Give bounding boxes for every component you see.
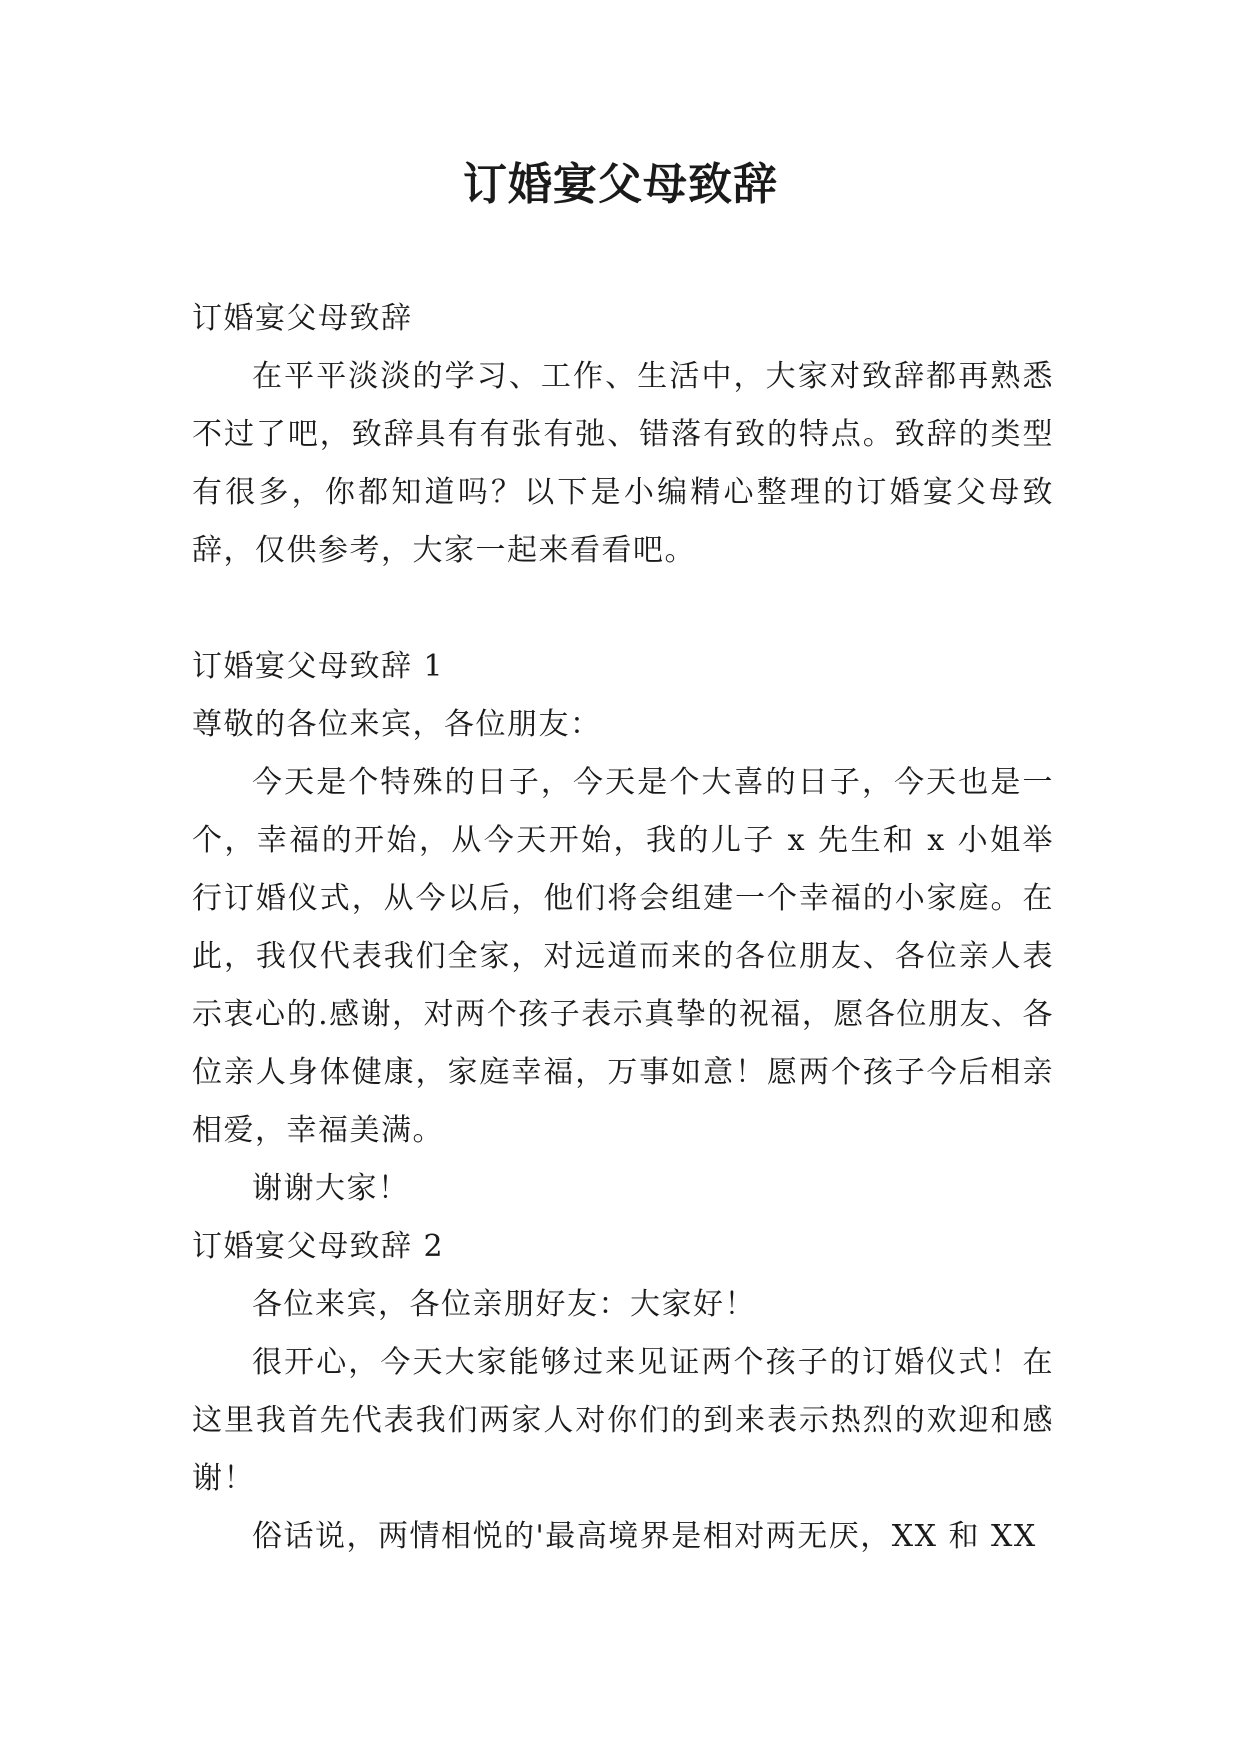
body-paragraph: 今天是个特殊的日子，今天是个大喜的日子，今天也是一个，幸福的开始，从今天开始，我的儿子 x 先生和 x 小姐举行订婚仪式，从今以后，他们将会组建一个幸福的小家庭。在此，我仅代表我们全家，对远道而来的各位朋友、各位亲人表示衷心的.感谢，对两个孩子表示真挚的祝福，愿各位朋友、各位亲人身体健康，家庭幸福，万事如意！愿两个孩子今后相亲相爱，幸福美满。 <box>192 765 1054 1148</box>
section-heading: 订婚宴父母致辞 1 <box>192 649 445 684</box>
body-paragraph: 俗话说，两情相悦的'最高境界是相对两无厌，XX 和 XX <box>252 1519 1037 1554</box>
section-heading: 订婚宴父母致辞 2 <box>192 1229 445 1264</box>
salutation: 尊敬的各位来宾，各位朋友： <box>192 707 602 742</box>
closing-line: 谢谢大家！ <box>252 1171 410 1206</box>
document-body <box>192 290 1054 1566</box>
intro-paragraph: 在平平淡淡的学习、工作、生活中，大家对致辞都再熟悉不过了吧，致辞具有有张有弛、错落有致的特点。致辞的类型有很多，你都知道吗？以下是小编精心整理的订婚宴父母致辞，仅供参考，大家一起来看看吧。 <box>192 359 1054 568</box>
salutation: 各位来宾，各位亲朋好友：大家好！ <box>252 1287 756 1322</box>
body-paragraph: 很开心，今天大家能够过来见证两个孩子的订婚仪式！在这里我首先代表我们两家人对你们的到来表示热烈的欢迎和感谢！ <box>192 1345 1054 1496</box>
document-title: 订婚宴父母致辞 <box>463 159 778 210</box>
section-heading: 订婚宴父母致辞 <box>192 301 413 336</box>
